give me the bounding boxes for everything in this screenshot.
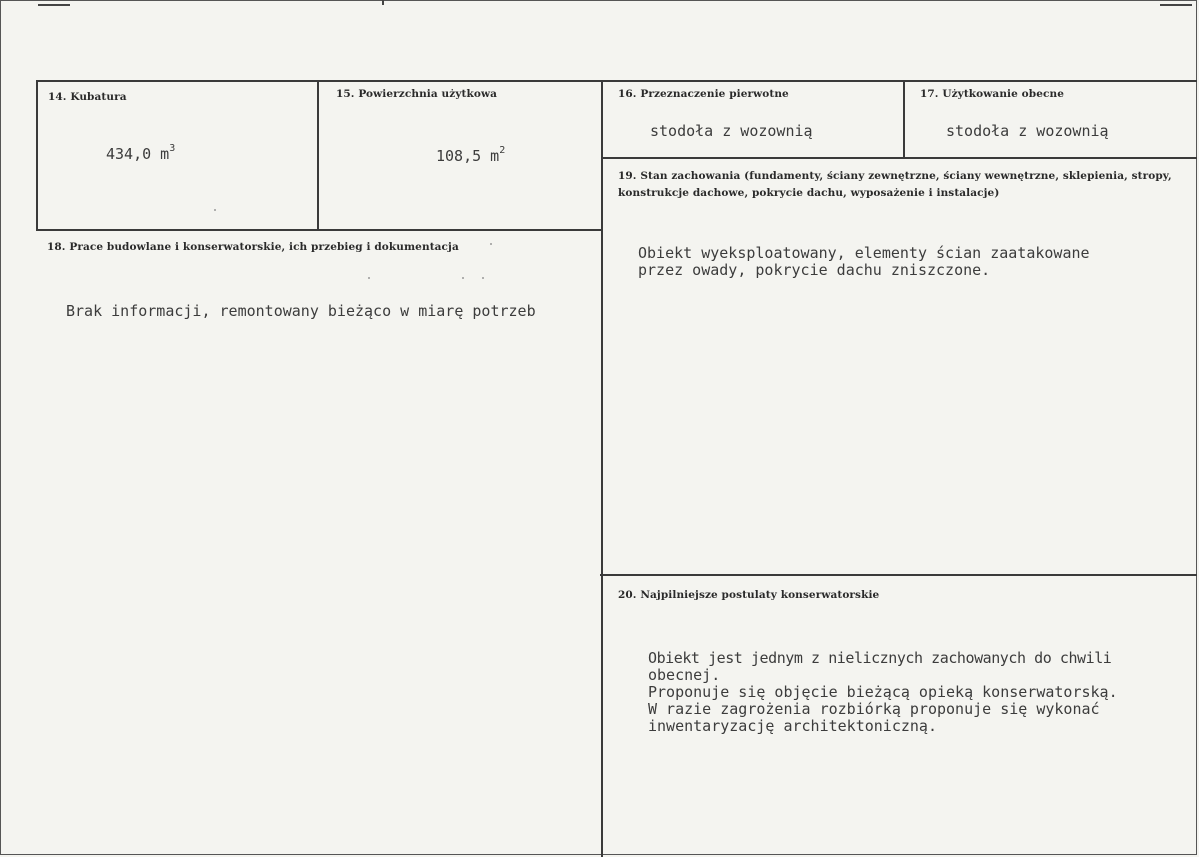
field-15-label: 15. Powierzchnia użytkowa [336,88,498,100]
divider-14-15 [317,80,319,230]
field-15-number: 108,5 m [436,147,500,165]
field-20-line-3: Proponuje się objęcie bieżącą opieką konserwatorską. [648,683,1118,701]
left-border [36,80,38,230]
field-20-label: 20. Najpilniejsze postulaty konserwatorskie [618,589,880,601]
field-19-line-2: przez owady, pokrycie dachu zniszczone. [638,261,991,279]
field-20-line-2: obecnej. [648,666,721,684]
field-20-line-1: Obiekt jest jednym z nielicznych zachowanych do chwili [648,649,1112,667]
field-16-label: 16. Przeznaczenie pierwotne [618,88,789,100]
field-14-value [106,143,176,165]
field-14-label: 14. Kubatura [48,91,127,103]
divider-16-17 [903,80,905,158]
field-15-value [436,145,506,167]
field-17-label: 17. Użytkowanie obecne [920,88,1065,100]
row-14-15-bottom-border [36,229,602,231]
field-20-line-4: W razie zagrożenia rozbiórką proponuje się wykonać [648,700,1100,718]
field-18-value: Brak informacji, remontowany bieżąco w miarę potrzeb [66,302,536,320]
field-19-bottom-border [600,574,1197,576]
top-edge-mark-center [382,0,384,5]
top-edge-mark-right [1160,4,1192,6]
field-19-line-1: Obiekt wyeksploatowany, elementy ścian zaatakowane [638,244,1090,262]
row-16-17-bottom-border [602,157,1197,159]
field-16-value: stodoła z wozownią [650,122,813,140]
field-14-number: 434,0 m [106,145,170,163]
field-17-value: stodoła z wozownią [946,122,1109,140]
top-row-border [36,80,1197,82]
field-18-label: 18. Prace budowlane i konserwatorskie, ich przebieg i dokumentacja [47,241,459,253]
speck [490,243,492,245]
field-19-label: 19. Stan zachowania (fundamenty, ściany zewnętrzne, ściany wewnętrzne, sklepienia, stropy, konstrukcje dachowe, pokrycie dachu, wyposażenie i instalacje) [618,170,1172,199]
speck [214,209,216,211]
speck [368,277,370,279]
top-edge-mark-left [38,4,70,6]
speck [462,277,464,279]
field-15-unit-superscript: 2 [499,145,506,156]
field-14-unit-superscript: 3 [169,143,176,154]
speck [482,277,484,279]
field-20-line-5: inwentaryzację architektoniczną. [648,717,937,735]
center-divider [601,80,603,857]
